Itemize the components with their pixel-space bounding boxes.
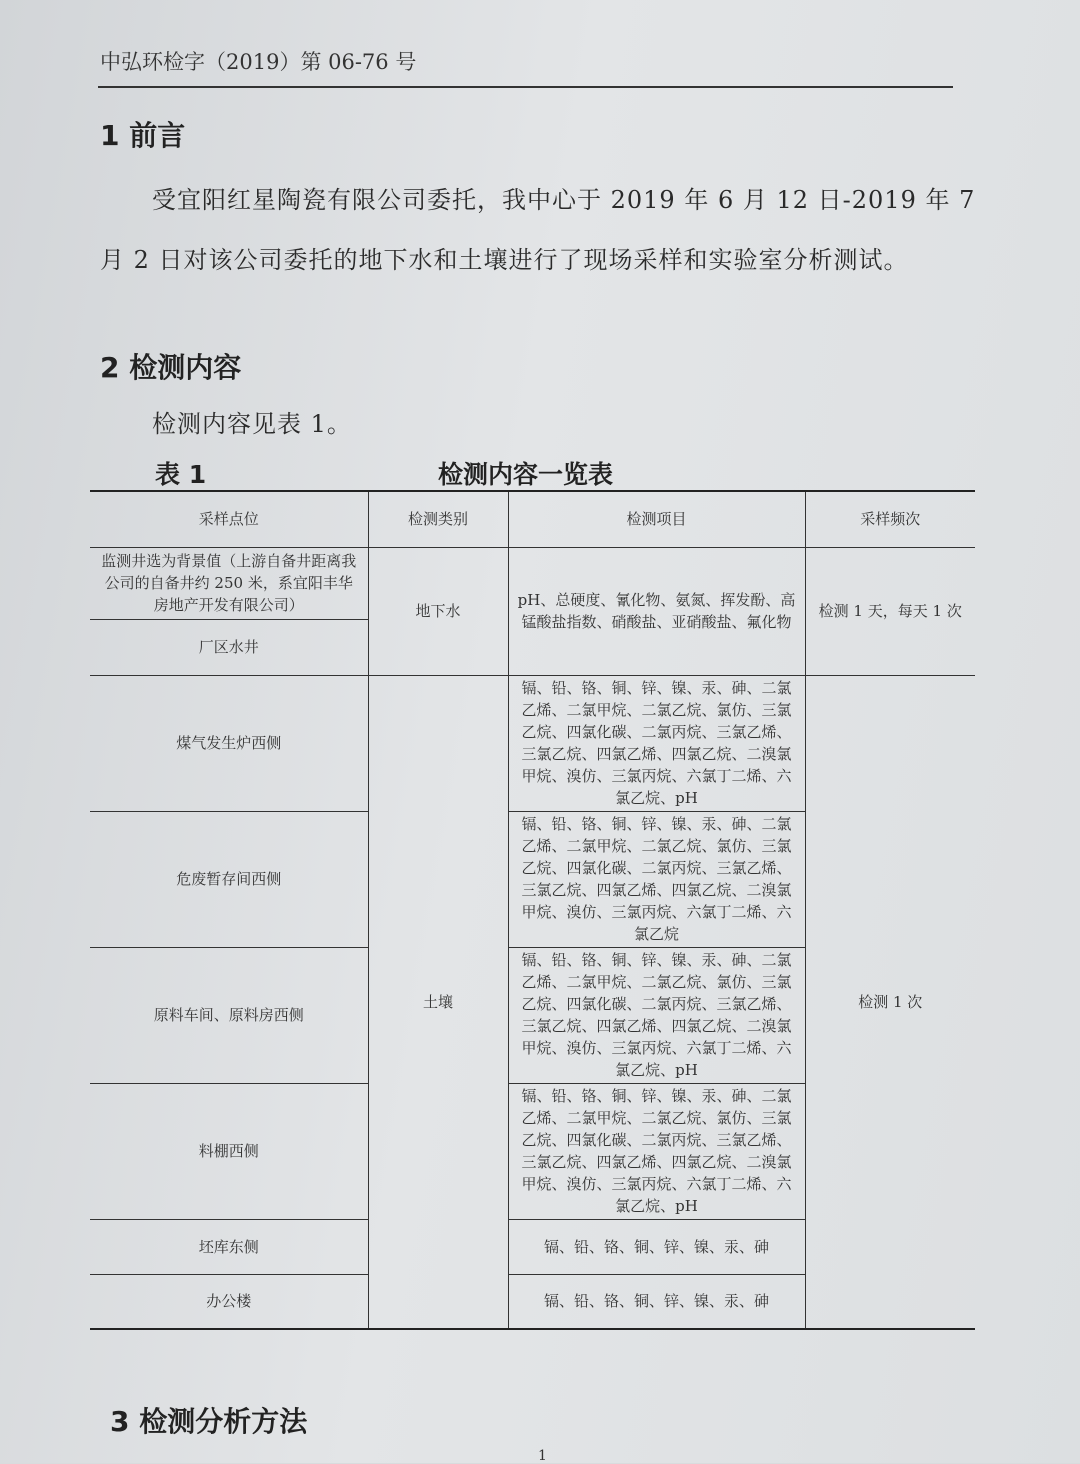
section-2-intro: 检测内容见表 1。 [152, 410, 352, 438]
table-row [90, 547, 975, 619]
page-number: 1 [538, 1448, 547, 1464]
header-category: 检测类别 [368, 491, 508, 547]
header-frequency: 采样频次 [805, 491, 975, 547]
detection-content-table [90, 490, 975, 1330]
sampling-point-soil: 危废暂存间西侧 [90, 811, 368, 947]
section-2-title: 2 检测内容 [100, 351, 242, 384]
items-soil: 镉、铅、铬、铜、锌、镍、汞、砷、二氯乙烯、二氯甲烷、二氯乙烷、氯仿、三氯乙烷、四氯化碳、二氯丙烷、三氯乙烯、三氯乙烷、四氯乙烯、四氯乙烷、二溴氯甲烷、溴仿、三氯丙烷、六氯丁二烯、六氯乙烷、pH [508, 947, 805, 1083]
sampling-point-factory-well: 厂区水井 [90, 619, 368, 675]
header-sampling-point: 采样点位 [90, 491, 368, 547]
table-title: 检测内容一览表 [438, 460, 614, 489]
items-soil: 镉、铅、铬、铜、锌、镍、汞、砷、二氯乙烯、二氯甲烷、二氯乙烷、氯仿、三氯乙烷、四氯化碳、二氯丙烷、三氯乙烯、三氯乙烷、四氯乙烯、四氯乙烷、二溴氯甲烷、溴仿、三氯丙烷、六氯丁二烯、六氯乙烷、pH [508, 1083, 805, 1219]
items-soil: 镉、铅、铬、铜、锌、镍、汞、砷 [508, 1219, 805, 1274]
header-items: 检测项目 [508, 491, 805, 547]
header-divider [98, 86, 953, 88]
section-3-title: 3 检测分析方法 [110, 1405, 308, 1438]
items-soil: 镉、铅、铬、铜、锌、镍、汞、砷、二氯乙烯、二氯甲烷、二氯乙烷、氯仿、三氯乙烷、四氯化碳、二氯丙烷、三氯乙烯、三氯乙烷、四氯乙烯、四氯乙烷、二溴氯甲烷、溴仿、三氯丙烷、六氯丁二烯、六氯乙烷、pH [508, 675, 805, 811]
sampling-point-soil: 料棚西侧 [90, 1083, 368, 1219]
sampling-point-soil: 原料车间、原料房西侧 [90, 947, 368, 1083]
category-soil: 土壤 [368, 675, 508, 1329]
document-number: 中弘环检字（2019）第 06-76 号 [100, 50, 417, 74]
category-groundwater: 地下水 [368, 547, 508, 675]
section-1-paragraph-line-2: 月 2 日对该公司委托的地下水和土壤进行了现场采样和实验室分析测试。 [100, 246, 909, 274]
items-soil: 镉、铅、铬、铜、锌、镍、汞、砷 [508, 1274, 805, 1329]
sampling-point-soil: 办公楼 [90, 1274, 368, 1329]
table-row [90, 675, 975, 811]
sampling-point-soil: 煤气发生炉西侧 [90, 675, 368, 811]
table-header-row [90, 491, 975, 547]
sampling-point-background-well: 监测井选为背景值（上游自备井距离我公司的自备井约 250 米，系宜阳丰华房地产开发有限公司） [90, 547, 368, 619]
items-soil: 镉、铅、铬、铜、锌、镍、汞、砷、二氯乙烯、二氯甲烷、二氯乙烷、氯仿、三氯乙烷、四氯化碳、二氯丙烷、三氯乙烯、三氯乙烷、四氯乙烯、四氯乙烷、二溴氯甲烷、溴仿、三氯丙烷、六氯丁二烯、六氯乙烷 [508, 811, 805, 947]
frequency-soil: 检测 1 次 [805, 675, 975, 1329]
items-groundwater: pH、总硬度、氰化物、氨氮、挥发酚、高锰酸盐指数、硝酸盐、亚硝酸盐、氟化物 [508, 547, 805, 675]
table-label: 表 1 [155, 460, 207, 489]
frequency-groundwater: 检测 1 天，每天 1 次 [805, 547, 975, 675]
section-1-paragraph-line-1: 受宜阳红星陶瓷有限公司委托，我中心于 2019 年 6 月 12 日-2019 年 7 [152, 186, 976, 214]
sampling-point-soil: 坯库东侧 [90, 1219, 368, 1274]
section-1-title: 1 前言 [100, 119, 186, 152]
